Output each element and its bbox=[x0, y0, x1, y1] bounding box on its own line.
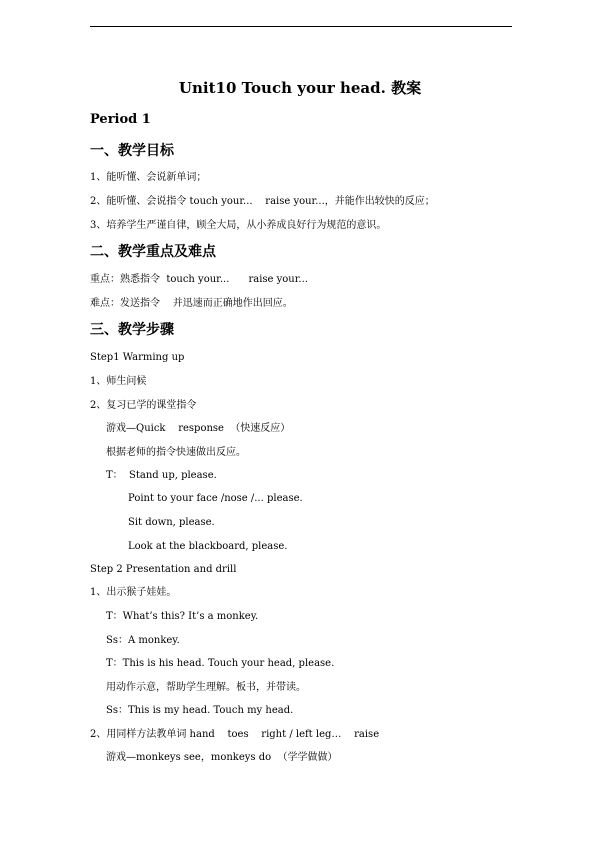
step-heading: Step1 Warming up bbox=[90, 352, 185, 363]
difficulty-line: 难点：发送指令 并迅速而正确地作出回应。 bbox=[90, 298, 293, 309]
step-line: 用动作示意，帮助学生理解。板书，并带读。 bbox=[106, 682, 306, 693]
dialogue-line: T： Stand up, please. bbox=[106, 470, 217, 481]
step-line: 游戏—Quick response （快速反应） bbox=[106, 423, 291, 434]
dialogue-line: T：This is his head. Touch your head, please. bbox=[106, 658, 335, 669]
section-heading-steps: 三、教学步骤 bbox=[90, 322, 174, 338]
objective-line: 2、能听懂、会说指令 touch your... raise your...，并能作出较快的反应； bbox=[90, 196, 435, 207]
objective-line: 3、培养学生严谨自律，顾全大局，从小养成良好行为规范的意识。 bbox=[90, 220, 387, 231]
step-line: 2、复习已学的课堂指令 bbox=[90, 400, 197, 411]
step-line: 游戏—monkeys see，monkeys do （学学做做） bbox=[106, 752, 338, 763]
step-line: 1、师生问候 bbox=[90, 376, 147, 387]
objective-line: 1、能听懂、会说新单词； bbox=[90, 172, 207, 183]
header-rule bbox=[90, 26, 512, 27]
dialogue-line: T：What’s this? It’s a monkey. bbox=[106, 611, 259, 622]
dialogue-line: Sit down, please. bbox=[128, 517, 215, 528]
dialogue-line: Look at the blackboard, please. bbox=[128, 541, 288, 552]
dialogue-line: Ss：This is my head. Touch my head. bbox=[106, 705, 294, 716]
period-label: Period 1 bbox=[90, 112, 151, 127]
step-line: 2、用同样方法教单词 hand toes right / left leg… raise bbox=[90, 729, 380, 740]
key-point-line: 重点：熟悉指令 touch your... raise your... bbox=[90, 274, 308, 285]
document-title: Unit10 Touch your head. 教案 bbox=[178, 79, 422, 97]
dialogue-line: Point to your face /nose /... please. bbox=[128, 493, 303, 504]
section-heading-objectives: 一、教学目标 bbox=[90, 143, 174, 159]
dialogue-line: Ss：A monkey. bbox=[106, 635, 180, 646]
step-line: 根据老师的指令快速做出反应。 bbox=[106, 447, 246, 458]
step-line: 1、出示猴子娃娃。 bbox=[90, 587, 177, 598]
section-heading-key-points: 二、教学重点及难点 bbox=[90, 244, 216, 260]
step-heading: Step 2 Presentation and drill bbox=[90, 564, 237, 575]
